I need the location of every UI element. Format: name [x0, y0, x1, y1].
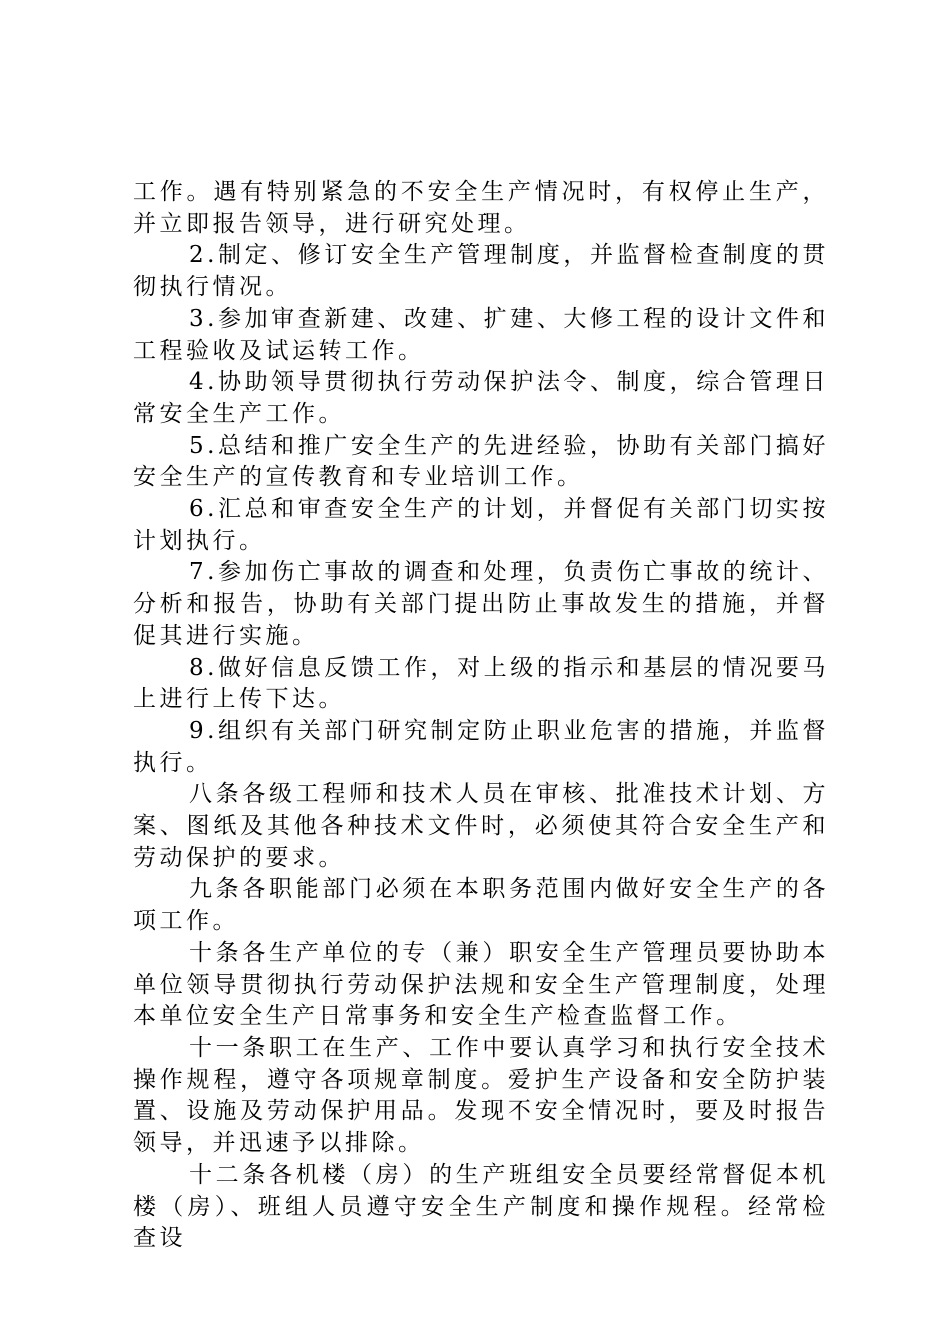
- paragraph-item-6: 6.汇总和审查安全生产的计划，并督促有关部门切实按计划执行。: [133, 496, 829, 554]
- paragraph-item-4: 4.协助领导贯彻执行劳动保护法令、制度，综合管理日常安全生产工作。: [133, 369, 829, 427]
- paragraph-item-2: 2.制定、修订安全生产管理制度，并监督检查制度的贯彻执行情况。: [133, 242, 829, 301]
- paragraph-article-12: 十二条各机楼（房）的生产班组安全员要经常督促本机楼（房）、班组人员遵守安全生产制度和操作规程。经常检查设: [133, 1161, 829, 1252]
- paragraph-item-5: 5.总结和推广安全生产的先进经验，协助有关部门搞好安全生产的宣传教育和专业培训工作。: [133, 432, 829, 491]
- paragraph-item-8: 8.做好信息反馈工作，对上级的指示和基层的情况要马上进行上传下达。: [133, 654, 829, 713]
- paragraph-article-8: 八条各级工程师和技术人员在审核、批准技术计划、方案、图纸及其他各种技术文件时，必须使其符合安全生产和劳动保护的要求。: [133, 781, 829, 871]
- paragraph-article-10: 十条各生产单位的专（兼）职安全生产管理员要协助本单位领导贯彻执行劳动保护法规和安全生产管理制度，处理本单位安全生产日常事务和安全生产检查监督工作。: [133, 939, 829, 1030]
- paragraph-continuation: 工作。遇有特别紧急的不安全生产情况时，有权停止生产，并立即报告领导，进行研究处理。: [133, 179, 829, 237]
- paragraph-article-9: 九条各职能部门必须在本职务范围内做好安全生产的各项工作。: [133, 876, 829, 935]
- paragraph-item-3: 3.参加审查新建、改建、扩建、大修工程的设计文件和工程验收及试运转工作。: [133, 305, 829, 364]
- paragraph-item-7: 7.参加伤亡事故的调查和处理，负责伤亡事故的统计、分析和报告，协助有关部门提出防止事故发生的措施，并督促其进行实施。: [133, 559, 829, 649]
- paragraph-item-9: 9.组织有关部门研究制定防止职业危害的措施，并监督执行。: [133, 717, 829, 776]
- document-body: [133, 177, 829, 1255]
- paragraph-article-11: 十一条职工在生产、工作中要认真学习和执行安全技术操作规程，遵守各项规章制度。爱护生产设备和安全防护装置、设施及劳动保护用品。发现不安全情况时，要及时报告领导，并迅速予以排除。: [133, 1034, 829, 1157]
